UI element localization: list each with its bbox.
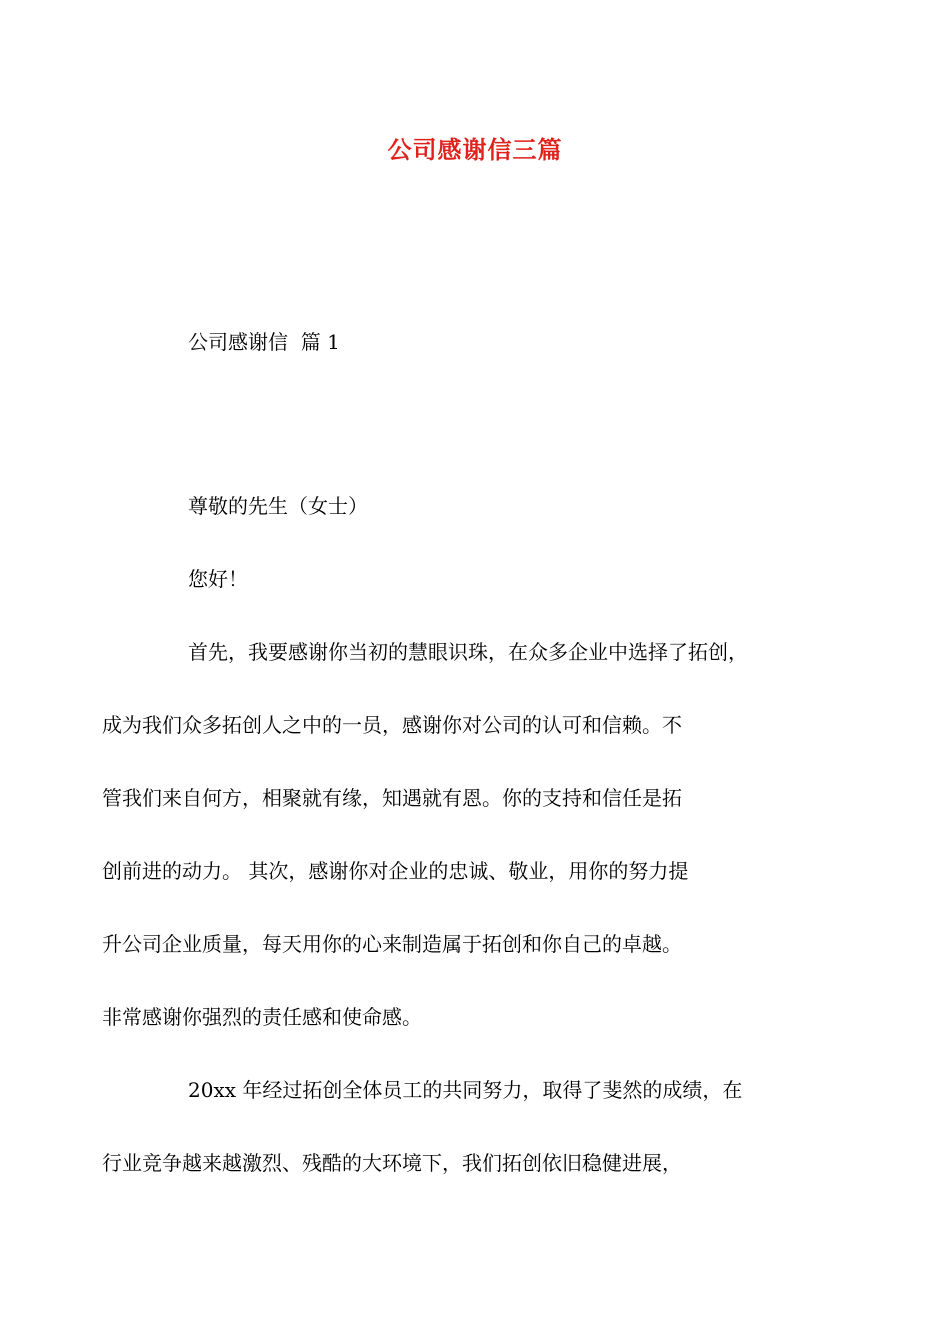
letter-body	[102, 470, 835, 1200]
paragraph-1-line: 创前进的动力。 其次，感谢你对企业的忠诚、敬业，用你的努力提	[102, 859, 689, 883]
paragraph-1-line: 升公司企业质量，每天用你的心来制造属于拓创和你自己的卓越。	[102, 932, 682, 956]
paragraph-2-line: 行业竞争越来越激烈、残酷的大环境下，我们拓创依旧稳健进展，	[102, 1151, 682, 1175]
paragraph-1-line: 成为我们众多拓创人之中的一员，感谢你对公司的认可和信赖。不	[102, 713, 682, 737]
greeting: 您好！	[188, 567, 248, 591]
paragraph-1-line: 首先，我要感谢你当初的慧眼识珠，在众多企业中选择了拓创，	[188, 640, 748, 664]
document-title: 公司感谢信三篇	[387, 136, 563, 164]
salutation: 尊敬的先生（女士）	[188, 494, 368, 518]
paragraph-1-line: 非常感谢你强烈的责任感和使命感。	[102, 1005, 422, 1029]
paragraph-1	[102, 616, 835, 1054]
section-heading: 公司感谢信 篇 1	[188, 330, 340, 354]
paragraph-2-line: 20xx 年经过拓创全体员工的共同努力，取得了斐然的成绩，在	[188, 1078, 743, 1102]
paragraph-2	[102, 1054, 835, 1200]
paragraph-1-line: 管我们来自何方，相聚就有缘，知遇就有恩。你的支持和信任是拓	[102, 786, 682, 810]
